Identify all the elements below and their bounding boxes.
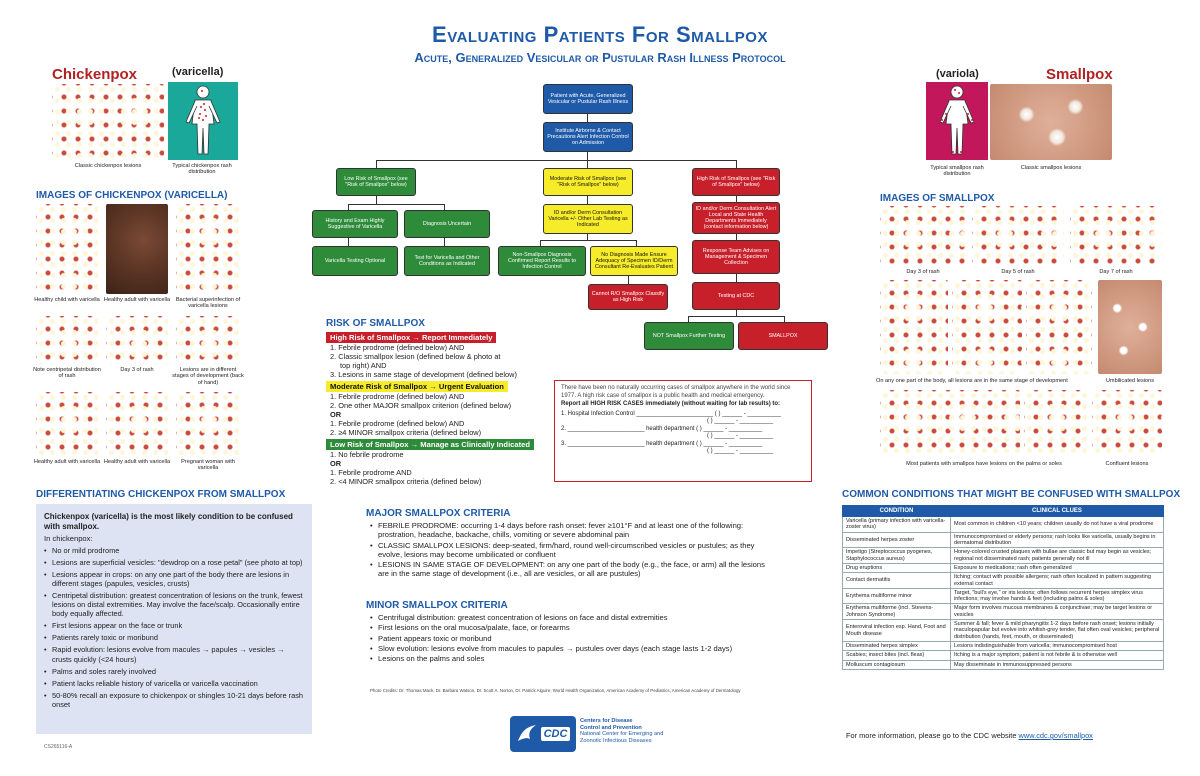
smallpox-photo [972,206,1064,264]
smallpox-photo [880,280,948,374]
conditions-heading: COMMON CONDITIONS THAT MIGHT BE CONFUSED WITH SMALLPOX [842,489,1181,500]
cdc-line: Control and Prevention [580,724,642,731]
list-item: • Lesions appear in crops: on any one part of the body there are lesions in different stages (papules, vesicles, crusts) [44,570,304,588]
smallpox-photo [880,206,966,264]
clinical-clue-cell: Summer & fall; fever & mild pharyngitis 1-2 days before rash onset; lesions initially maculopapular but evolve into whitish-grey tender, flat often oval vesicles; peripheral distribution (hands, feet, mouth, or disseminated) [951,620,1164,642]
risk-moderate-item: OR [330,410,342,419]
chickenpox-distribution-figure [168,82,238,160]
cdc-line: Centers for Disease [580,718,633,724]
table-row [843,642,1164,651]
table-row [843,620,1164,642]
flow-low-risk-box: Low Risk of Smallpox (see "Risk of Smallpox" below) [336,168,416,196]
table-row [843,563,1164,572]
risk-high-label: High Risk of Smallpox → Report Immediately [326,332,496,343]
photo-credits: Photo Credits: Dr. Thomas Mack, Dr. Barbara Watson, Dr. Scott A. Norton, Dr. Patrick Alguire; World Health Organization, American Academy of Pediatrics, American Academy of Dermatology [370,688,741,693]
risk-moderate-item: 2. ≥4 MINOR smallpox criteria (defined below) [330,428,482,437]
caption-smallpox-lesions: Classic smallpox lesions [1020,165,1082,171]
smallpox-lesions-photo [990,84,1112,160]
cdc-line: Zoonotic Infectious Diseases [580,738,652,745]
list-item: • Centripetal distribution: greatest concentration of lesions on the trunk, fewest lesions on distal extremities. May involve the face/scalp. Occasionally entire body equally affected. [44,591,304,618]
differentiating-subhead: In chickenpox: [44,534,93,544]
flow-non-smallpox-box: Non-Smallpox Diagnosis Confirmed Report Results to Infection Control [498,246,586,276]
clinical-clue-cell: Itching is a major symptom; patient is not febrile & is otherwise well [951,651,1164,660]
table-row [843,651,1164,660]
smallpox-photo [1024,390,1088,456]
list-item: • Lesions on the palms and soles [370,654,776,663]
report-instruction: Report all HIGH RISK CASES immediately (without waiting for lab results) to: [561,401,781,407]
cdc-logo [510,716,576,752]
report-box [554,380,812,482]
smallpox-photo [1092,390,1162,456]
differentiating-lead: Chickenpox (varicella) is the most likely condition to be confused with smallpox. [44,512,293,531]
list-item: • Patient lacks reliable history of varicella or varicella vaccination [44,679,304,688]
smallpox-photo [952,280,1022,374]
chickenpox-photo [176,316,240,364]
more-info-text: For more information, please go to the CDC website [846,731,1019,740]
conditions-table [842,505,1164,670]
list-item: • Lesions are superficial vesicles: "dewdrop on a rose petal" (see photo at top) [44,558,304,567]
smallpox-image-caption: Most patients with smallpox have lesions on the palms or soles [906,461,1062,467]
risk-high-item: 3. Lesions in same stage of development (defined below) [330,370,517,379]
chickenpox-image-caption: Healthy adult with varicella [103,297,171,303]
flow-start-box: Patient with Acute, Generalized Vesicular or Pustular Rash Illness [543,84,633,114]
flow-test-varicella-box: Test for Varicella and Other Conditions as Indicated [404,246,490,276]
body-figure-icon [168,82,238,160]
report-contact-line[interactable]: 2. _______________________ health department ( ) ______ - __________ [561,425,763,432]
minor-criteria-heading: MINOR SMALLPOX CRITERIA [366,600,508,611]
chickenpox-image-caption: Note centripetal distribution of rash [33,367,101,380]
clinical-clue-cell: Exposure to medications; rash often generalized [951,563,1164,572]
caption-chickenpox-distribution: Typical chickenpox rash distribution [172,163,232,176]
smallpox-photo [1026,280,1092,374]
clinical-clue-cell: Most common in children <10 years; children usually do not have a viral prodrome [951,517,1164,533]
page-subtitle: Acute, Generalized Vesicular or Pustular Rash Illness Protocol [414,50,786,65]
report-intro: There have been no naturally occurring cases of smallpox anywhere in the world since 1977. A high risk case of smallpox is a public health and medical emergency. [561,385,791,399]
table-header: CLINICAL CLUES [951,506,1164,517]
page-title: Evaluating Patients For Smallpox [432,22,768,47]
hhs-eagle-icon [516,721,538,747]
report-contact-line[interactable]: 3. _______________________ health department ( ) ______ - __________ [561,440,763,447]
flow-cannot-rule-out-box: Cannot R/O Smallpox Classify as High Risk [588,284,668,310]
major-criteria-list [370,521,776,580]
chickenpox-image-caption: Pregnant woman with varicella [181,459,235,472]
condition-cell: Contact dermatitis [843,573,951,589]
chickenpox-photo [106,392,168,456]
chickenpox-photo [106,204,168,294]
clinical-clue-cell: Honey-colored crusted plaques with bullae are classic but may begin as vesicles; regional not disseminated rash; patients generally not ill [951,548,1164,564]
condition-cell: Disseminated herpes simplex [843,642,951,651]
flow-precautions-box: Institute Airborne & Contact Precautions Alert Infection Control on Admission [543,122,633,152]
clinical-clue-cell: May disseminate in immunosuppressed persons [951,660,1164,669]
list-item: • Patient appears toxic or moribund [370,634,776,643]
cdc-website-link[interactable]: www.cdc.gov/smallpox [1018,731,1093,740]
clinical-clue-cell: Major form involves mucous membranes & conjunctivae; may be target lesions or vesicles [951,604,1164,620]
flow-id-alert-box: ID and/or Derm Consultation Alert Local and State Health Departments Immediately (contact information below) [692,202,780,234]
chickenpox-alt-name: (varicella) [172,66,224,78]
list-item: • First lesions on the oral mucosa/palate, face, or forearms [370,623,776,632]
chickenpox-images-heading: IMAGES OF CHICKENPOX (VARICELLA) [36,190,228,201]
condition-cell: Scabies; insect bites (incl. fleas) [843,651,951,660]
chickenpox-photo [36,316,98,364]
risk-moderate-item: 2. One other MAJOR smallpox criterion (defined below) [330,401,512,410]
list-item: • Palms and soles rarely involved [44,667,304,676]
chickenpox-photo [36,392,98,456]
flow-not-smallpox-box: NOT Smallpox Further Testing [644,322,734,350]
flow-response-team-box: Response Team Advises on Management & Specimen Collection [692,240,780,274]
list-item: • Slow evolution: lesions evolve from macules to papules → pustules over days (each stage lasts 1-2 days) [370,644,776,653]
table-row [843,588,1164,604]
condition-cell: Drug eruptions [843,563,951,572]
cdc-name [580,718,663,745]
condition-cell: Erythema multiforme minor [843,588,951,604]
minor-criteria-list [370,613,776,664]
clinical-clue-cell: Itching; contact with possible allergens; rash often localized in pattern suggesting external contact [951,573,1164,589]
chickenpox-image-caption: Day 3 of rash [120,367,154,373]
list-item: • Centrifugal distribution: greatest concentration of lesions on face and distal extremities [370,613,776,622]
report-contact-line[interactable]: 1. Hospital Infection Control _______________________ ( ) ______ - __________ [561,410,781,417]
smallpox-image-caption: Confluent lesions [1105,461,1149,467]
risk-high-item: 1. Febrile prodrome (defined below) AND [330,343,465,352]
condition-cell: Impetigo (Streptococcus pyogenes, Staphylococcus aureus) [843,548,951,564]
smallpox-images-heading: IMAGES OF SMALLPOX [880,193,995,204]
flow-no-diagnosis-box: No Diagnosis Made Ensure Adequacy of Specimen ID/Derm Consultant Re-Evaluates Patient [590,246,678,276]
list-item: • FEBRILE PRODROME: occurring 1-4 days before rash onset: fever ≥101°F and at least one of the following: prostration, headache, backache, chills, vomiting or severe abdominal pain [370,521,776,540]
list-item: • Patients rarely toxic or moribund [44,633,304,642]
flow-varicella-testing-box: Varicella Testing Optional [312,246,398,276]
table-header: CONDITION [843,506,951,517]
table-row [843,573,1164,589]
risk-low-item: OR [330,459,342,468]
risk-low-item: 1. Febrile prodrome AND [330,468,412,477]
smallpox-image-caption: On any one part of the body, all lesions are in the same stage of development [876,378,1068,384]
report-contact-line[interactable]: ( ) ______ - __________ [707,433,774,439]
risk-low-item: 2. <4 MINOR smallpox criteria (defined below) [330,477,482,486]
risk-moderate-item: 1. Febrile prodrome (defined below) AND [330,419,465,428]
table-row [843,660,1164,669]
chickenpox-image-caption: Healthy child with varicella [34,297,100,303]
list-item: • No or mild prodrome [44,546,304,555]
body-figure-icon [926,82,988,160]
flow-moderate-risk-box: Moderate Risk of Smallpox (see "Risk of Smallpox" below) [543,168,633,196]
smallpox-image-caption: Day 5 of rash [1001,269,1035,275]
report-contact-line[interactable]: ( ) ______ - __________ [707,418,774,424]
smallpox-image-caption: Umbilicated lesions [1105,378,1155,384]
smallpox-image-caption: Day 3 of rash [906,269,940,275]
flow-smallpox-box: SMALLPOX [738,322,828,350]
report-contact-line[interactable]: ( ) ______ - __________ [707,448,774,454]
flow-history-box: History and Exam Highly Suggestive of Varicella [312,210,398,238]
chickenpox-photo [36,204,98,294]
flow-testing-cdc-box: Testing at CDC [692,282,780,310]
risk-high-item: 2. Classic smallpox lesion (defined below & photo at [330,352,501,361]
risk-low-label: Low Risk of Smallpox → Manage as Clinically Indicated [326,439,534,450]
risk-moderate-item: 1. Febrile prodrome (defined below) AND [330,392,465,401]
form-code: CS265116-A [44,744,73,750]
differentiating-panel [36,504,312,734]
smallpox-image-caption: Day 7 of rash [1099,269,1133,275]
chickenpox-lesions-photo [52,84,164,160]
chickenpox-photo [176,204,240,294]
smallpox-photo [880,390,1020,456]
condition-cell: Disseminated herpes zoster [843,532,951,548]
chickenpox-photo [176,392,240,456]
smallpox-distribution-figure [926,82,988,160]
condition-cell: Erythema multiforme (incl. Stevens-Johnson Syndrome) [843,604,951,620]
cdc-line: National Center for Emerging and [580,731,664,738]
smallpox-photo [1098,280,1162,374]
major-criteria-heading: MAJOR SMALLPOX CRITERIA [366,508,511,519]
chickenpox-image-caption: Healthy adult with varicella [103,459,171,465]
clinical-clue-cell: Target, "bull's eye," or iris lesions; often follows recurrent herpes simplex virus infections; may involve hands & feet (including palms & soles) [951,588,1164,604]
chickenpox-image-caption: Healthy adult with varicella [33,459,101,465]
table-row [843,532,1164,548]
smallpox-photo [1070,206,1162,264]
cdc-logo-text: CDC [541,727,571,741]
smallpox-heading: Smallpox [1046,66,1113,83]
flow-id-consult-box: ID and/or Derm Consultation Varicella +/- Other Lab Testing as Indicated [543,204,633,234]
condition-cell: Enteroviral infection esp. Hand, Foot and Mouth disease [843,620,951,642]
flow-uncertain-box: Diagnosis Uncertain [404,210,490,238]
caption-smallpox-distribution: Typical smallpox rash distribution [930,165,984,178]
chickenpox-heading: Chickenpox [52,66,138,83]
condition-cell: Molluscum contagiosum [843,660,951,669]
caption-chickenpox-lesions: Classic chickenpox lesions [74,163,142,169]
chickenpox-photo [106,316,168,364]
clinical-clue-cell: Lesions indistinguishable from varicella; immunocompromised host [951,642,1164,651]
list-item: • First lesions appear on the face or trunk [44,621,304,630]
smallpox-alt-name: (variola) [936,68,979,80]
list-item: • 50-80% recall an exposure to chickenpox or shingles 10-21 days before rash onset [44,691,304,709]
risk-heading: RISK OF SMALLPOX [326,318,425,329]
more-info [846,731,1093,740]
flow-high-risk-box: High Risk of Smallpox (see "Risk of Smallpox" below) [692,168,780,196]
differentiating-heading: DIFFERENTIATING CHICKENPOX FROM SMALLPOX [36,489,286,500]
risk-high-item: top right) AND [340,361,387,370]
risk-moderate-label: Moderate Risk of Smallpox → Urgent Evaluation [326,381,508,392]
chickenpox-image-caption: Bacterial superinfection of varicella lesions [175,297,241,310]
list-item: • Rapid evolution: lesions evolve from macules → papules → vesicles → crusts quickly (<24 hours) [44,645,304,663]
list-item: • LESIONS IN SAME STAGE OF DEVELOPMENT: on any one part of the body (e.g., the face, or arm) all the lesions are in the same stage of development (i.e., all are vesicles, or all are pustules) [370,560,776,579]
clinical-clue-cell: Immunocompromised or elderly persons; rash looks like varicella, usually begins in dermatomal distribution [951,532,1164,548]
table-row [843,604,1164,620]
table-row [843,517,1164,533]
table-row [843,548,1164,564]
list-item: • CLASSIC SMALLPOX LESIONS: deep-seated, firm/hard, round well-circumscribed vesicles or pustules; as they evolve, lesions may become umbilicated or confluent [370,541,776,560]
risk-low-item: 1. No febrile prodrome [330,450,404,459]
condition-cell: Varicella (primary infection with varicella-zoster virus) [843,517,951,533]
differentiating-list [44,546,304,708]
chickenpox-image-caption: Lesions are in different stages of development (back of hand) [172,367,244,386]
